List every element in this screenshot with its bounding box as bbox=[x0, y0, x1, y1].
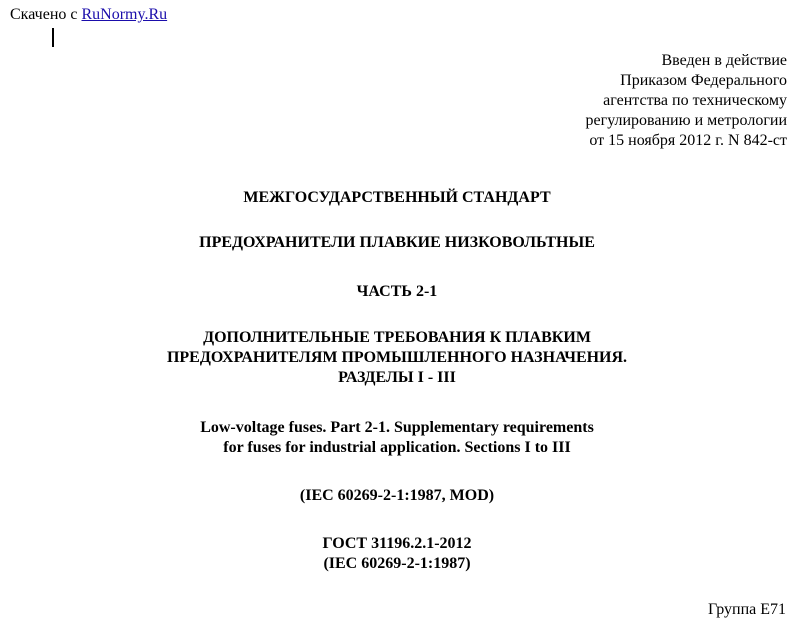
standard-subtitle bbox=[0, 328, 794, 388]
gost-designation bbox=[0, 534, 794, 574]
subtitle-line: ПРЕДОХРАНИТЕЛЯМ ПРОМЫШЛЕННОГО НАЗНАЧЕНИЯ. bbox=[166, 349, 628, 366]
enactment-note bbox=[586, 51, 787, 151]
enactment-line: от 15 ноября 2012 г. N 842-ст bbox=[589, 132, 787, 149]
subtitle-line: РАЗДЕЛЫ I - III bbox=[338, 369, 456, 386]
group-code: Группа Е71 bbox=[707, 601, 786, 618]
subtitle-line: ДОПОЛНИТЕЛЬНЫЕ ТРЕБОВАНИЯ К ПЛАВКИМ bbox=[203, 329, 591, 346]
source-line bbox=[10, 5, 167, 25]
iec-reference: (IEC 60269-2-1:1987) bbox=[323, 555, 471, 572]
standard-part: ЧАСТЬ 2-1 bbox=[356, 283, 438, 300]
english-title bbox=[0, 418, 794, 458]
enactment-line: регулированию и метрологии bbox=[585, 112, 787, 129]
gost-number: ГОСТ 31196.2.1-2012 bbox=[322, 535, 472, 552]
enactment-line: Введен в действие bbox=[661, 52, 787, 69]
enactment-line: Приказом Федерального bbox=[620, 72, 787, 89]
iec-mod-reference: (IEC 60269-2-1:1987, MOD) bbox=[299, 487, 495, 504]
english-line: Low-voltage fuses. Part 2-1. Supplementary requirements bbox=[200, 419, 594, 436]
text-cursor bbox=[52, 28, 54, 47]
source-link[interactable]: RuNormy.Ru bbox=[81, 6, 168, 23]
source-prefix: Скачено с bbox=[10, 6, 82, 23]
enactment-line: агентства по техническому bbox=[603, 92, 787, 109]
standard-title: ПРЕДОХРАНИТЕЛИ ПЛАВКИЕ НИЗКОВОЛЬТНЫЕ bbox=[199, 234, 595, 251]
standard-type: МЕЖГОСУДАРСТВЕННЫЙ СТАНДАРТ bbox=[243, 189, 551, 206]
english-line: for fuses for industrial application. Sections I to III bbox=[223, 439, 571, 456]
